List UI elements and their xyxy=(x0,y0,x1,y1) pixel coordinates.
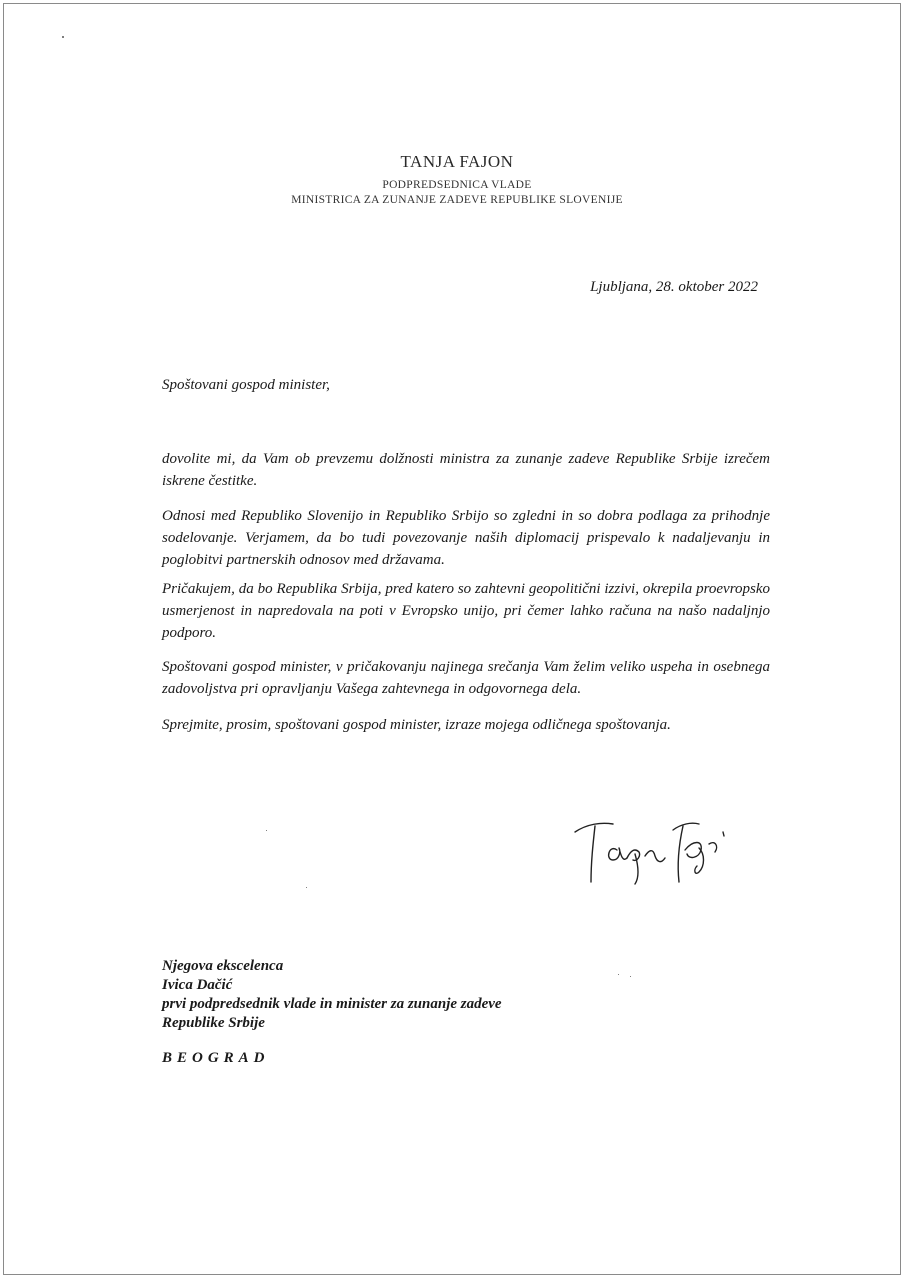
salutation: Spoštovani gospod minister, xyxy=(162,377,330,393)
scan-speck xyxy=(306,887,307,888)
addressee-name: Ivica Dačić xyxy=(162,977,233,993)
scan-speck xyxy=(630,976,631,977)
scan-speck xyxy=(618,974,619,975)
document-page xyxy=(3,3,901,1275)
addressee-country: Republike Srbije xyxy=(162,1015,265,1031)
scan-speck xyxy=(266,830,267,831)
addressee-position: prvi podpredsednik vlade in minister za zunanje zadeve xyxy=(162,996,502,1012)
scan-speck xyxy=(62,36,64,38)
letterhead-name: TANJA FAJON xyxy=(400,152,514,171)
addressee-block xyxy=(162,957,502,1033)
body-paragraph: Odnosi med Republiko Slovenijo in Republiko Srbijo so zgledni in so dobra podlaga za prihodnje sodelovanje. Verjamem, da bo tudi povezovanje naših diplomacij prispevalo k nadaljevanju in poglobitvi partnerskih odnosov med državama. xyxy=(162,508,770,568)
body-paragraph: Pričakujem, da bo Republika Srbija, pred katero so zahtevni geopolitični izzivi, okrepila proevropsko usmerjenost in napredovala na poti v Evropsko unijo, pri čemer lahko računa na našo nadaljnjo podporo. xyxy=(162,581,770,641)
letter-date: Ljubljana, 28. oktober 2022 xyxy=(590,279,758,295)
handwritten-signature xyxy=(569,810,739,890)
body-paragraph: dovolite mi, da Vam ob prevzemu dolžnosti ministra za zunanje zadeve Republike Srbije izrečem iskrene čestitke. xyxy=(162,451,770,489)
closing-paragraph: Sprejmite, prosim, spoštovani gospod minister, izraze mojega odličnega spoštovanja. xyxy=(162,717,671,733)
addressee-city: BEOGRAD xyxy=(162,1050,270,1066)
letterhead-title: PODPREDSEDNICA VLADE xyxy=(382,179,532,191)
letterhead-ministry: MINISTRICA ZA ZUNANJE ZADEVE REPUBLIKE SLOVENIJE xyxy=(291,194,623,206)
addressee-honorific: Njegova ekscelenca xyxy=(162,958,284,974)
body-paragraph: Spoštovani gospod minister, v pričakovanju najinega srečanja Vam želim veliko uspeha in osebnega zadovoljstva pri opravljanju Vašega zahtevnega in odgovornega dela. xyxy=(162,659,770,697)
